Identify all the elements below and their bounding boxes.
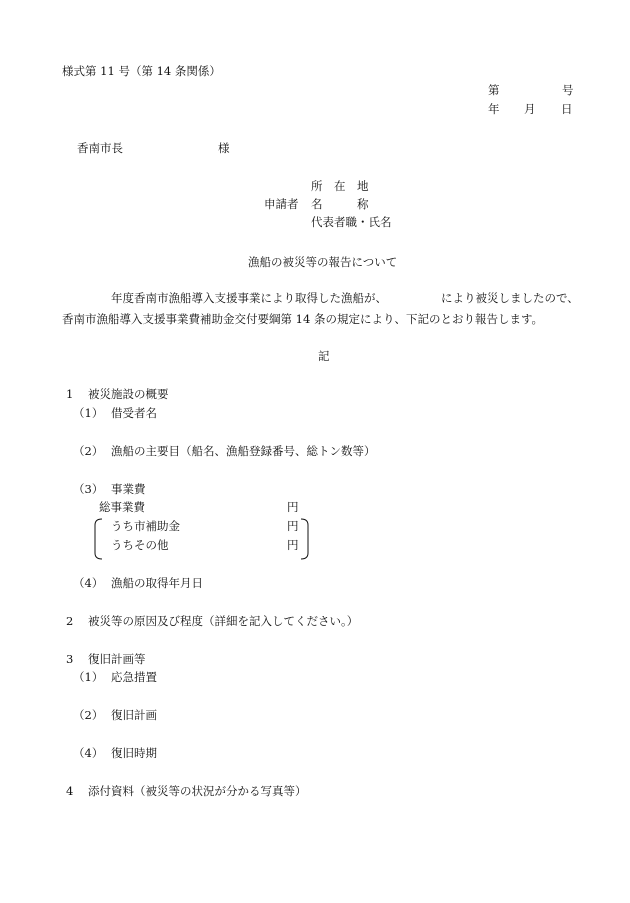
s1-item3-number: （3） [73,482,104,496]
doc-number-suffix: 号 [562,83,574,97]
total-cost-yen: 円 [287,500,299,514]
date-year: 年 [488,102,500,116]
body-line1-part2: により被災しましたので、 [441,291,579,305]
other-cost-label: うちその他 [111,538,169,552]
body-line1-part1: 年度香南市漁船導入支援事業により取得した漁船が、 [111,291,387,305]
s3-item4-label: 復旧時期 [111,746,157,760]
s1-item3-label: 事業費 [111,482,146,496]
total-cost-label: 総事業費 [99,500,145,514]
applicant-label: 申請者 [264,197,299,211]
s3-item2-number: （2） [73,708,104,722]
s3-item1-label: 応急措置 [111,670,157,684]
form-number: 様式第 11 号（第 14 条関係） [62,64,221,78]
body-line2: 香南市漁船導入支援事業費補助金交付要綱第 14 条の規定により、下記のとおり報告します。 [62,312,544,326]
applicant-rep-label: 代表者職・氏名 [311,215,392,229]
addressee-honorific: 様 [218,141,230,155]
s1-item2-label: 漁船の主要目（船名、漁船登録番号、総トン数等） [111,444,376,458]
date-month: 月 [524,102,536,116]
left-brace [90,518,104,560]
document-title: 漁船の被災等の報告について [248,255,398,269]
applicant-name-label: 名 称 [311,197,369,211]
s3-item4-number: （4） [73,746,104,760]
s1-item4-label: 漁船の取得年月日 [111,576,203,590]
section2-number: 2 [66,614,74,628]
s1-item1-label: 借受者名 [111,406,157,420]
section1-title: 被災施設の概要 [88,387,169,401]
s1-item2-number: （2） [73,444,104,458]
section1-number: 1 [66,387,74,401]
doc-number-prefix: 第 [488,83,500,97]
ki-heading: 記 [318,349,330,363]
section4-title: 添付資料（被災等の状況が分かる写真等） [88,784,307,798]
right-brace [299,518,313,560]
s1-item1-number: （1） [73,406,104,420]
s1-item4-number: （4） [73,576,104,590]
addressee-name: 香南市長 [77,141,123,155]
city-subsidy-yen: 円 [287,519,299,533]
section4-number: 4 [66,784,74,798]
s3-item2-label: 復旧計画 [111,708,157,722]
section2-title: 被災等の原因及び程度（詳細を記入してください。） [88,614,359,628]
section3-number: 3 [66,652,74,666]
city-subsidy-label: うち市補助金 [111,519,180,533]
other-cost-yen: 円 [287,538,299,552]
applicant-address-label: 所 在 地 [311,179,369,193]
section3-title: 復旧計画等 [88,652,146,666]
date-day: 日 [561,102,573,116]
s3-item1-number: （1） [73,670,104,684]
